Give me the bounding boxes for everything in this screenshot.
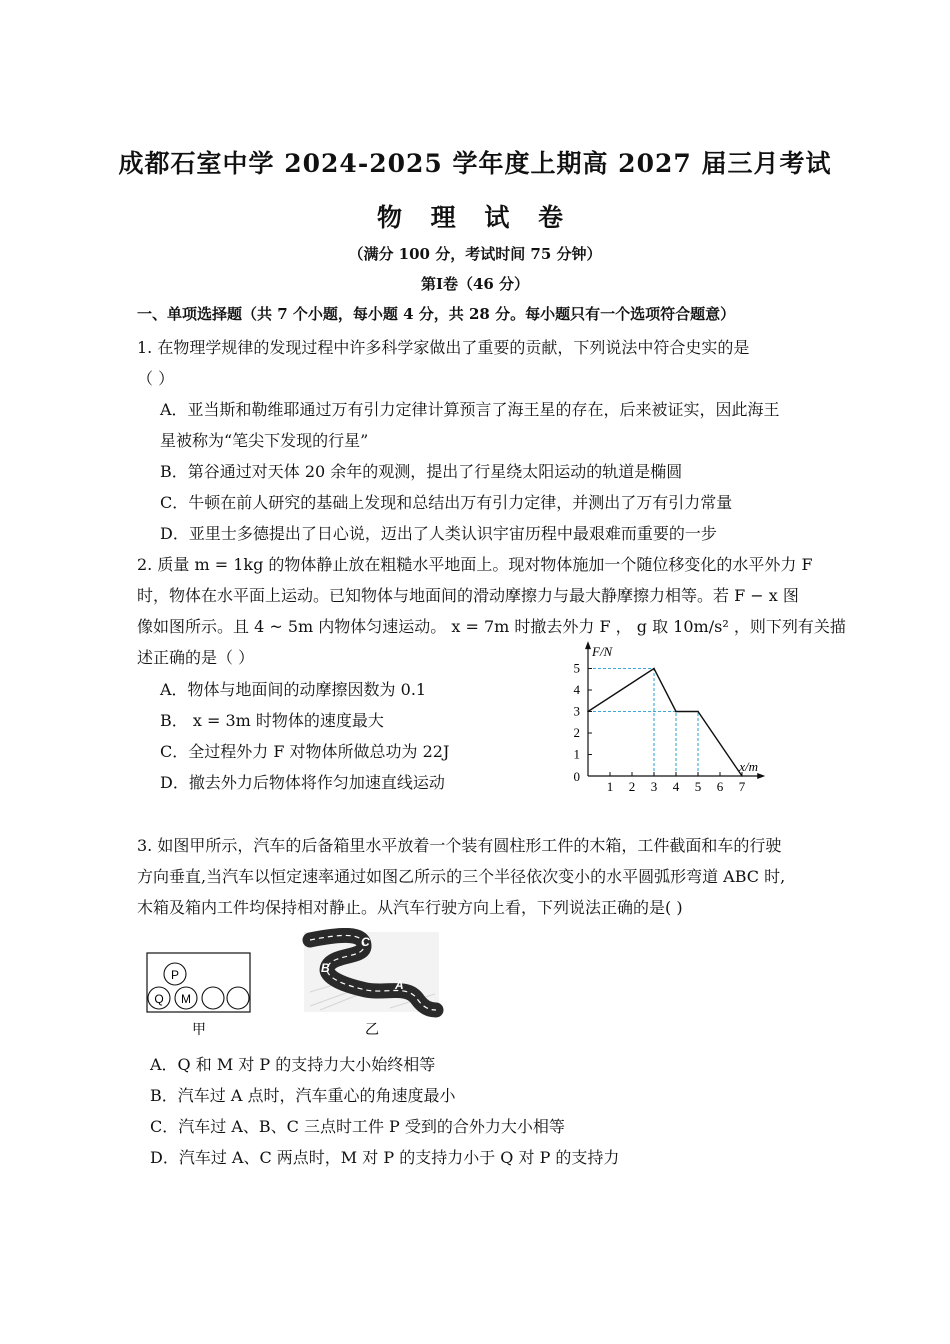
q3-option-b: B．汽车过 A 点时，汽车重心的角速度最小 — [150, 1086, 456, 1105]
q2-option-a: A．物体与地面间的动摩擦因数为 0.1 — [160, 680, 427, 699]
y-tick-label-1: 1 — [573, 746, 580, 762]
data-point-1 — [587, 711, 589, 713]
subject-title: 物 理 试 卷 — [376, 203, 574, 232]
data-point-4 — [697, 711, 699, 713]
x-tick-label-7: 7 — [738, 779, 746, 794]
q1-stem-line1: 1. 在物理学规律的发现过程中许多科学家做出了重要的贡献，下列说法中符合史实的是 — [137, 338, 750, 357]
q3-stem-line3: 木箱及箱内工件均保持相对静止。从汽车行驶方向上看，下列说法正确的是( ) — [137, 898, 683, 917]
q1-option-a-line2: 星被称为“笔尖下发现的行星” — [160, 431, 369, 450]
y-axis-arrow — [585, 641, 591, 649]
q3-option-c: C．汽车过 A、B、C 三点时工件 P 受到的合外力大小相等 — [150, 1117, 565, 1136]
point-c-label: C — [361, 935, 370, 949]
figure-jia-box — [140, 948, 260, 1038]
exam-meta: （满分 100 分，考试时间 75 分钟） — [348, 245, 602, 263]
x-tick-label-6: 6 — [716, 779, 724, 794]
q2-stem-line3: 像如图所示。且 4 ~ 5m 内物体匀速运动。 x = 7m 时撤去外力 F ， g 取 10m/s² ，则下列有关描 — [137, 617, 846, 636]
origin-label: 0 — [573, 769, 580, 784]
y-tick-label-2: 2 — [573, 725, 580, 740]
data-point-3 — [675, 711, 677, 713]
caption-jia: 甲 — [192, 1022, 206, 1038]
x-tick-label-5: 5 — [694, 779, 702, 794]
y-tick-label-4: 4 — [573, 682, 580, 697]
f-x-graph — [560, 640, 790, 795]
y-axis-label: F/N — [592, 644, 613, 659]
q2-stem-line4: 述正确的是（ ） — [137, 648, 255, 667]
label-p: P — [170, 968, 180, 982]
q1-option-d: D．亚里士多德提出了日心说，迈出了人类认识宇宙历程中最艰难而重要的一步 — [160, 524, 717, 543]
q3-stem-line2: 方向垂直,当汽车以恒定速率通过如图乙所示的三个半径依次变小的水平圆弧形弯道 ABC 时, — [137, 867, 786, 886]
series-line-1 — [588, 669, 742, 777]
q2-stem-line1: 2. 质量 m = 1kg 的物体静止放在粗糙水平地面上。现对物体施加一个随位移变化的水平外力 F — [137, 555, 813, 574]
q1-option-b: B．第谷通过对天体 20 余年的观测，提出了行星绕太阳运动的轨道是椭圆 — [160, 462, 683, 481]
cylinder-5 — [227, 987, 249, 1009]
data-point-5 — [741, 775, 743, 777]
caption-yi: 乙 — [365, 1022, 379, 1038]
q2-stem-line2: 时，物体在水平面上运动。已知物体与地面间的滑动摩擦力与最大静摩擦力相等。若 F − x 图 — [137, 586, 799, 605]
data-point-2 — [653, 668, 655, 670]
section-heading: 一、单项选择题（共 7 个小题，每小题 4 分，共 28 分。每小题只有一个选项符合题意） — [137, 305, 736, 323]
x-tick-label-4: 4 — [672, 779, 680, 794]
q1-stem-line2: （ ） — [137, 369, 175, 388]
y-tick-label-3: 3 — [573, 703, 580, 719]
cylinder-4 — [202, 987, 224, 1009]
q3-stem-line1: 3. 如图甲所示，汽车的后备箱里水平放着一个装有圆柱形工件的木箱，工件截面和车的行驶 — [137, 836, 782, 855]
q3-option-a: A．Q 和 M 对 P 的支持力大小始终相等 — [150, 1055, 436, 1074]
x-tick-label-3: 3 — [650, 779, 658, 794]
x-axis-label: x/m — [739, 759, 758, 774]
q2-option-c: C．全过程外力 F 对物体所做总功为 22J — [160, 742, 450, 761]
y-tick-label-5: 5 — [573, 660, 580, 676]
part-heading: 第Ⅰ卷（46 分） — [420, 275, 530, 293]
label-m: M — [181, 992, 191, 1006]
point-a-label: A — [395, 978, 404, 992]
q1-option-a-line1: A．亚当斯和勒维耶通过万有引力定律计算预言了海王星的存在，后来被证实，因此海王 — [160, 400, 780, 419]
q1-option-c: C．牛顿在前人研究的基础上发现和总结出万有引力定律，并测出了万有引力常量 — [160, 493, 733, 512]
q2-option-b: B． x = 3m 时物体的速度最大 — [160, 711, 384, 730]
q3-option-d: D．汽车过 A、C 两点时，M 对 P 的支持力小于 Q 对 P 的支持力 — [150, 1148, 620, 1167]
exam-title: 成都石室中学 2024-2025 学年度上期高 2027 届三月考试 — [118, 149, 832, 178]
x-tick-label-1: 1 — [606, 779, 614, 794]
label-q: Q — [154, 992, 164, 1006]
x-axis-arrow — [757, 773, 765, 779]
q2-option-d: D．撤去外力后物体将作匀加速直线运动 — [160, 773, 445, 792]
x-tick-label-2: 2 — [628, 779, 636, 794]
figure-yi-road — [300, 928, 445, 1040]
point-b-label: B — [321, 961, 330, 975]
